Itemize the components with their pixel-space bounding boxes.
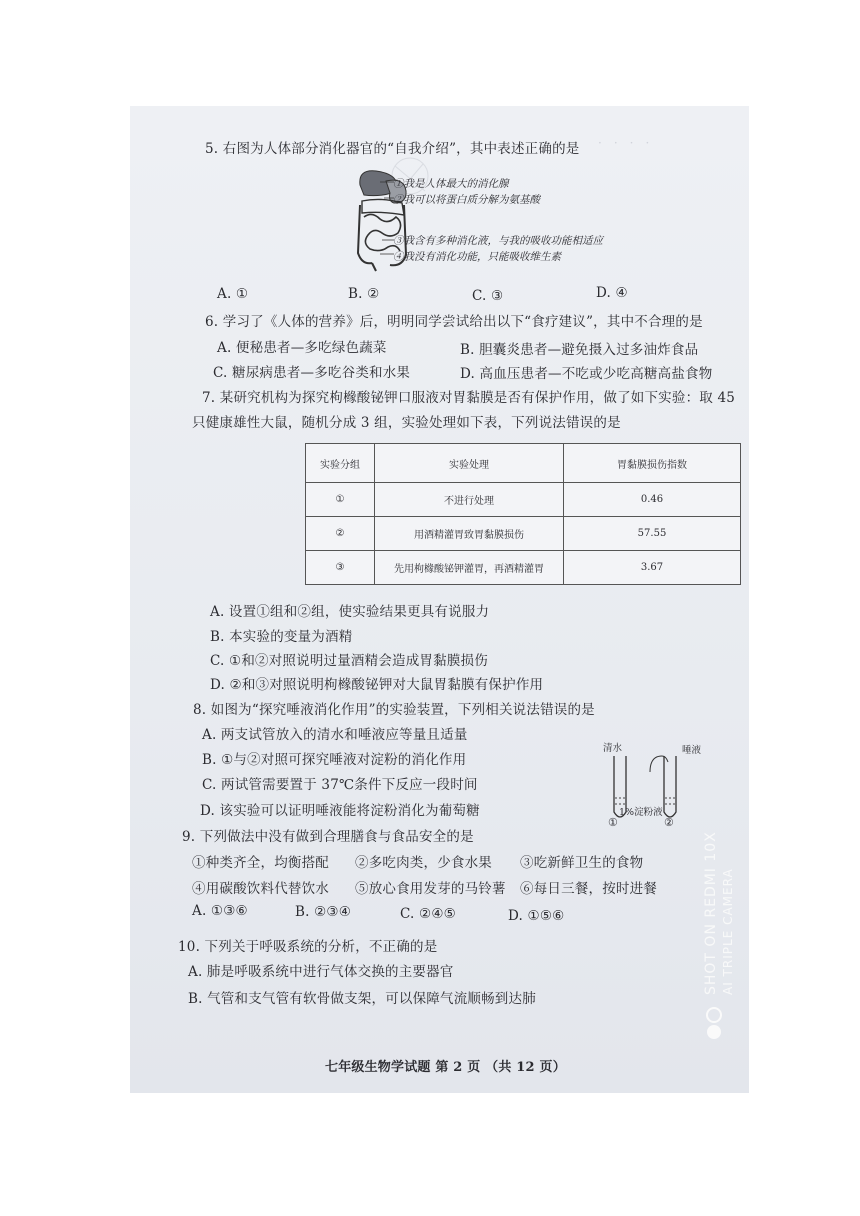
q9-item-1: ①种类齐全，均衡搭配 <box>192 855 329 871</box>
q5-label-4: ④我没有消化功能，只能吸收维生素 <box>393 251 561 263</box>
q8-option-d: D. 该实验可以证明唾液能将淀粉消化为葡萄糖 <box>200 803 480 819</box>
table-cell: 57.55 <box>564 517 741 551</box>
q10-stem: 10. 下列关于呼吸系统的分析，不正确的是 <box>178 939 438 955</box>
camera-dots-icon <box>703 1004 725 1040</box>
q5-option-b: B. ② <box>348 286 380 302</box>
q9-option-a: A. ①③⑥ <box>192 903 248 919</box>
table-header: 实验分组 <box>306 444 375 483</box>
q6-option-d: D. 高血压患者—不吃或少吃高糖高盐食物 <box>460 366 713 382</box>
table-cell: ① <box>306 483 375 517</box>
watermark-line-2: AI TRIPLE CAMERA <box>721 868 735 995</box>
q7-option-b: B. 本实验的变量为酒精 <box>210 629 353 645</box>
q9-stem: 9. 下列做法中没有做到合理膳食与食品安全的是 <box>182 829 474 845</box>
table-row <box>306 483 741 517</box>
table-cell: ③ <box>306 551 375 585</box>
q6-option-b: B. 胆囊炎患者—避免摄入过多油炸食品 <box>460 342 699 358</box>
q9-option-d: D. ①⑤⑥ <box>508 908 565 924</box>
camera-watermark <box>703 790 743 1040</box>
table-row <box>306 551 741 585</box>
q9-item-4: ④用碳酸饮料代替饮水 <box>192 881 329 897</box>
q7-option-a: A. 设置①组和②组，使实验结果更具有说服力 <box>210 604 490 620</box>
table-cell: 用酒精灌胃致胃黏膜损伤 <box>375 517 564 551</box>
q7-option-d: D. ②和③对照说明枸橼酸铋钾对大鼠胃黏膜有保护作用 <box>210 677 544 693</box>
table-header: 胃黏膜损伤指数 <box>564 444 741 483</box>
q9-option-c: C. ②④⑤ <box>400 906 456 922</box>
water-label: 清水 <box>603 743 623 754</box>
tube-2-label: ② <box>664 816 674 829</box>
q8-option-c: C. 两试管需要置于 37℃条件下反应一段时间 <box>202 777 478 793</box>
table-cell: 不进行处理 <box>375 483 564 517</box>
q8-stem: 8. 如图为“探究唾液消化作用”的实验装置，下列相关说法错误的是 <box>193 702 595 718</box>
q5-label-1: ①我是人体最大的消化腺 <box>393 178 509 190</box>
starch-label: 1%淀粉液 <box>619 807 663 818</box>
q5-option-a: A. ① <box>217 286 249 302</box>
q10-option-b: B. 气管和支气管有软骨做支架，可以保障气流顺畅到达肺 <box>188 991 536 1007</box>
table-row <box>306 517 741 551</box>
q8-option-a: A. 两支试管放入的清水和唾液应等量且适量 <box>202 727 468 743</box>
q9-item-3: ③吃新鲜卫生的食物 <box>520 855 644 871</box>
q5-label-2: ②我可以将蛋白质分解为氨基酸 <box>393 194 540 206</box>
tube-1-label: ① <box>608 816 618 829</box>
q7-experiment-table <box>305 443 741 585</box>
q9-option-b: B. ②③④ <box>295 904 352 920</box>
table-header-row <box>306 444 741 483</box>
q5-stem: 5. 右图为人体部分消化器官的“自我介绍”，其中表述正确的是 <box>205 141 580 157</box>
table-cell: ② <box>306 517 375 551</box>
q9-item-2: ②多吃肉类，少食水果 <box>355 855 492 871</box>
q9-item-6: ⑥每日三餐，按时进餐 <box>520 881 657 897</box>
q7-stem-line1: 7. 某研究机构为探究枸橼酸铋钾口服液对胃黏膜是否有保护作用，做了如下实验：取 45 <box>202 390 736 406</box>
page-footer: 七年级生物学试题 第 2 页 （共 12 页） <box>325 1060 566 1075</box>
table-cell: 3.67 <box>564 551 741 585</box>
watermark-line-1: SHOT ON REDMI 10X <box>703 831 719 995</box>
q7-stem-line2: 只健康雄性大鼠，随机分成 3 组，实验处理如下表，下列说法错误的是 <box>192 415 621 431</box>
q5-option-c: C. ③ <box>472 288 504 304</box>
q10-option-a: A. 肺是呼吸系统中进行气体交换的主要器官 <box>188 964 454 980</box>
q8-option-b: B. ①与②对照可探究唾液对淀粉的消化作用 <box>202 752 467 768</box>
q5-label-3: ③我含有多种消化液，与我的吸收功能相适应 <box>393 235 603 247</box>
saliva-label: 唾液 <box>682 745 702 756</box>
q5-option-d: D. ④ <box>596 285 628 301</box>
q9-item-5: ⑤放心食用发芽的马铃薯 <box>355 881 506 897</box>
table-header: 实验处理 <box>375 444 564 483</box>
exam-page <box>130 106 749 1093</box>
q6-stem: 6. 学习了《人体的营养》后，明明同学尝试给出以下“食疗建议”，其中不合理的是 <box>205 314 703 330</box>
bleed-through-text: · · · · <box>598 136 650 150</box>
q6-option-a: A. 便秘患者—多吃绿色蔬菜 <box>217 340 387 356</box>
q6-option-c: C. 糖尿病患者—多吃谷类和水果 <box>213 365 411 381</box>
table-cell: 0.46 <box>564 483 741 517</box>
q7-option-c: C. ①和②对照说明过量酒精会造成胃黏膜损伤 <box>210 653 488 669</box>
table-cell: 先用枸橼酸铋钾灌胃，再酒精灌胃 <box>375 551 564 585</box>
